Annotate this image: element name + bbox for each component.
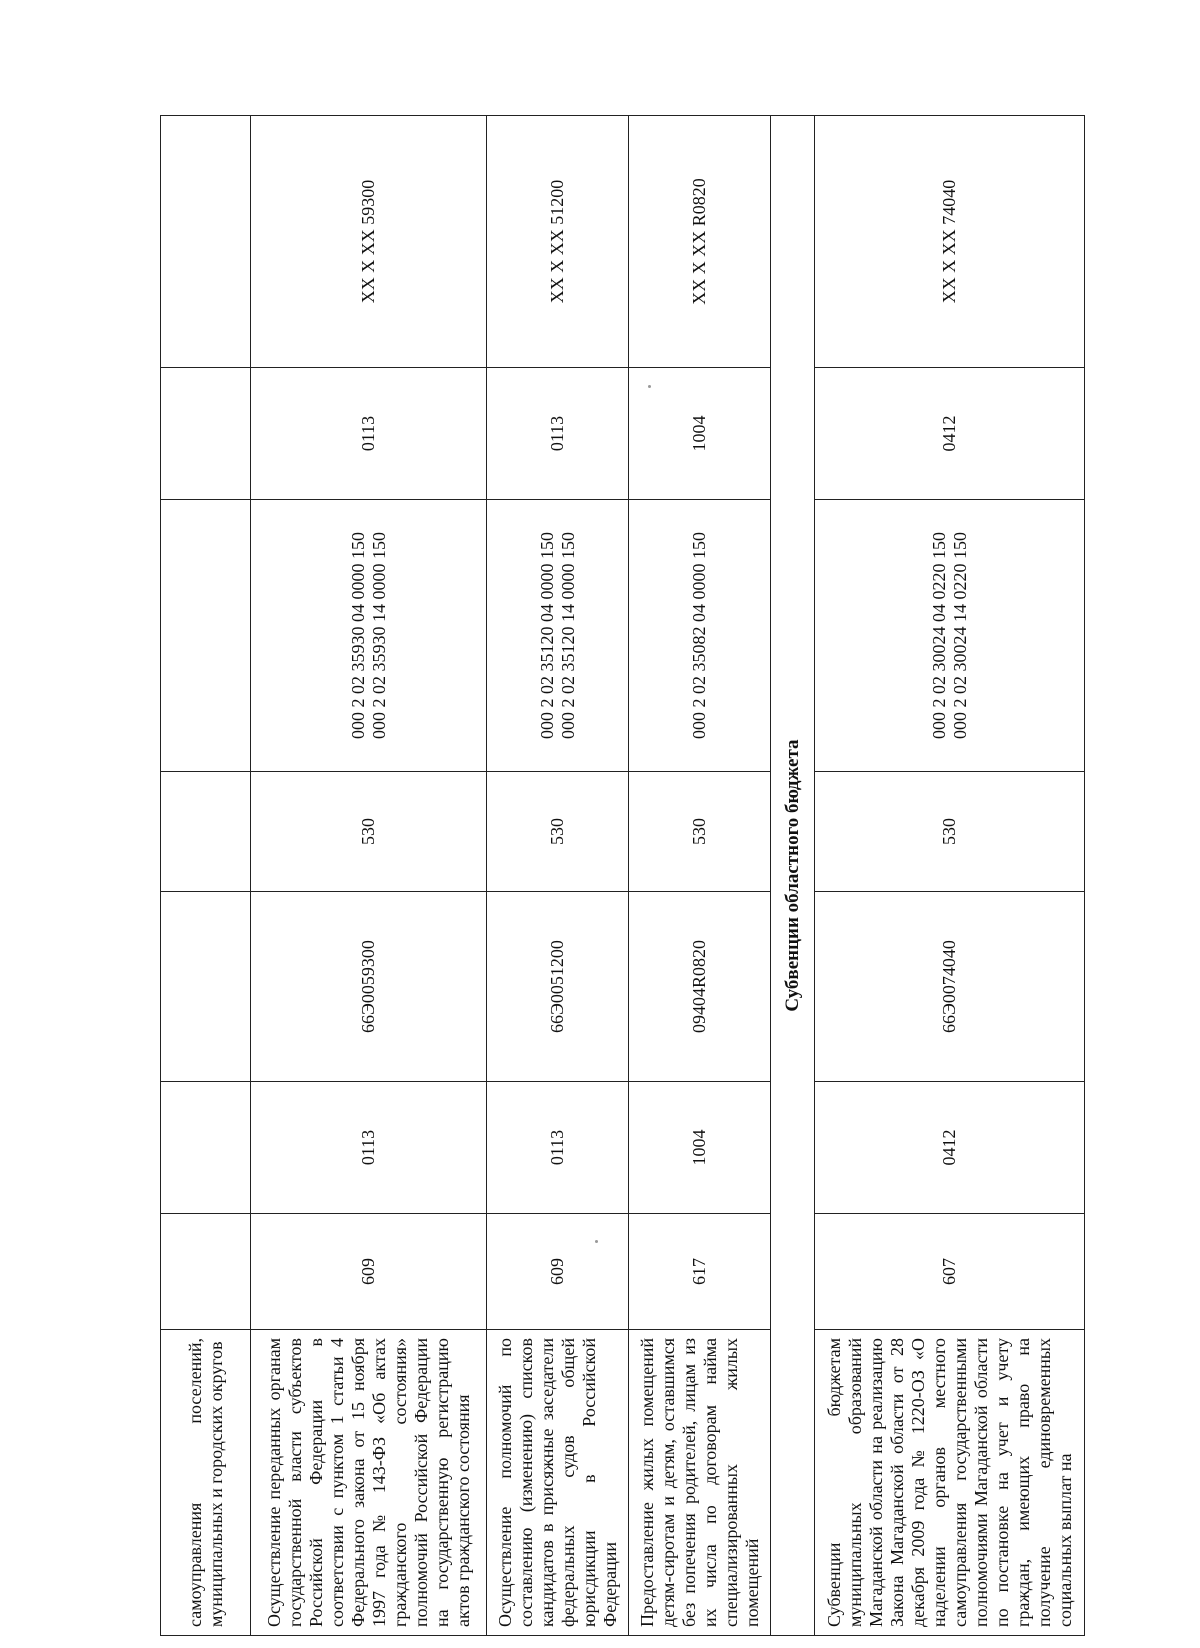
classification-code: XX X XX 59300 (251, 116, 487, 368)
section-code: 0113 (251, 1082, 487, 1214)
income-code: 000 2 02 30024 04 0220 150 (928, 532, 949, 739)
income-codes (629, 500, 771, 772)
expense-type: 530 (629, 772, 771, 892)
classification-code: XX X XX 74040 (815, 116, 1085, 368)
admin-code: 609 (487, 1214, 629, 1330)
target-code: 66Э0074040 (815, 892, 1085, 1082)
income-code: 000 2 02 30024 14 0220 150 (949, 532, 970, 739)
row-description: Субвенции бюджетам муниципальных образований Магаданской области на реализацию Закона Магаданской области от 28 декабря 2009 года № 1220-ОЗ «О наделении органов местного самоуправления государственными полномочиями Магаданской области по постановке на учет и учету граждан, имеющих право на получение единовременных социальных выплат на (815, 1330, 1085, 1636)
section-code: 1004 (629, 1082, 771, 1214)
expense-type: 530 (251, 772, 487, 892)
target-code: 09404R0820 (629, 892, 771, 1082)
table-row (251, 116, 487, 1636)
classification-code: XX X XX 51200 (487, 116, 629, 368)
section-header: Субвенции областного бюджета (771, 116, 815, 1636)
expense-type (161, 772, 251, 892)
row-description: Осуществление переданных органам государственной власти субъектов Российской Федерации в соответствии с пунктом 1 статьи 4 Федерального закона от 15 ноября 1997 года № 143-ФЗ «Об актах гражданского состояния» полномочий Российской Федерации на государственную регистрацию актов гражданского состояния (251, 1330, 487, 1636)
section-header-row (771, 116, 815, 1636)
table-row (487, 116, 629, 1636)
section-code-2: 1004 (629, 368, 771, 500)
income-code: 000 2 02 35120 14 0000 150 (557, 532, 578, 739)
expense-type: 530 (487, 772, 629, 892)
table-row (161, 116, 251, 1636)
table-row (629, 116, 771, 1636)
admin-code: 617 (629, 1214, 771, 1330)
table-row (815, 116, 1085, 1636)
section-code-2 (161, 368, 251, 500)
admin-code (161, 1214, 251, 1330)
row-description: Предоставление жилых помещений детям-сиротам и детям, оставшимся без попечения родителей, лицам из их числа по договорам найма специализированных жилых помещений (629, 1330, 771, 1636)
section-code (161, 1082, 251, 1214)
section-code-2: 0113 (487, 368, 629, 500)
row-description: самоуправления поселений, муниципальных и городских округов (161, 1330, 251, 1636)
classification-code: XX X XX R0820 (629, 116, 771, 368)
income-codes (815, 500, 1085, 772)
section-code: 0113 (487, 1082, 629, 1214)
target-code: 66Э0059300 (251, 892, 487, 1082)
income-code: 000 2 02 35082 04 0000 150 (689, 532, 709, 739)
target-code: 66Э0051200 (487, 892, 629, 1082)
expense-type: 530 (815, 772, 1085, 892)
income-code: 000 2 02 35930 14 0000 150 (368, 532, 389, 739)
subvention-table (160, 115, 1085, 1636)
section-code: 0412 (815, 1082, 1085, 1214)
classification-code (161, 116, 251, 368)
target-code (161, 892, 251, 1082)
admin-code: 609 (251, 1214, 487, 1330)
section-code-2: 0412 (815, 368, 1085, 500)
admin-code: 607 (815, 1214, 1085, 1330)
row-description: Осуществление полномочий по составлению (изменению) списков кандидатов в присяжные заседатели федеральных судов общей юрисдикции в Российской Федерации (487, 1330, 629, 1636)
income-code: 000 2 02 35120 04 0000 150 (536, 532, 557, 739)
income-codes (161, 500, 251, 772)
income-codes (487, 500, 629, 772)
income-codes (251, 500, 487, 772)
rotated-table-frame (160, 116, 1105, 1636)
income-code: 000 2 02 35930 04 0000 150 (347, 532, 368, 739)
section-code-2: 0113 (251, 368, 487, 500)
